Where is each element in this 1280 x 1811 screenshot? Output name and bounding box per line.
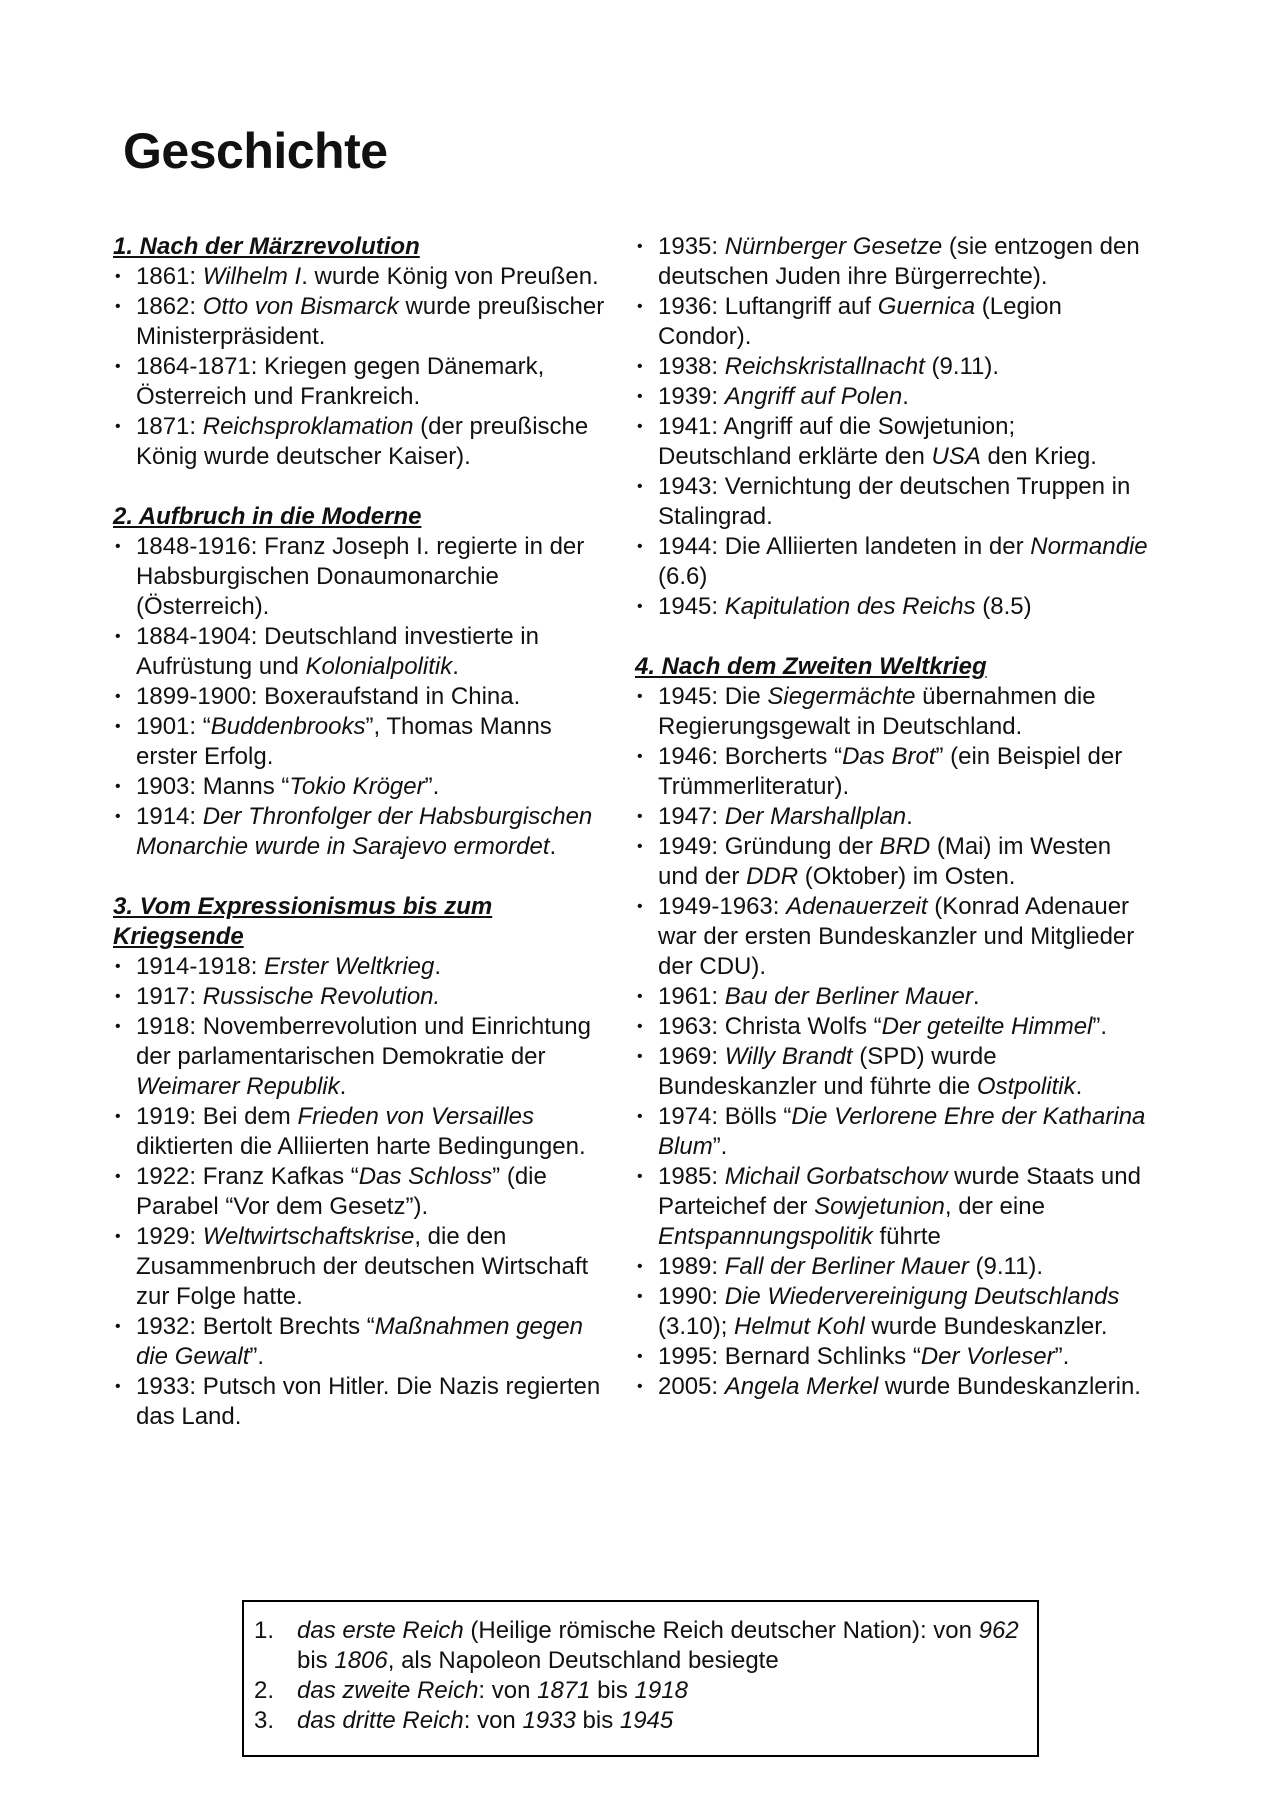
timeline-list: [635, 682, 1155, 1402]
bullet-icon: •: [115, 538, 121, 555]
bullet-icon: •: [637, 1378, 643, 1395]
text: .: [902, 383, 909, 410]
italic-text: Russische Revolution.: [202, 983, 441, 1010]
text: 1914-1918:: [136, 953, 265, 980]
text: (sie entzogen den deutschen Juden ihre Bürgerrechte).: [658, 233, 1140, 290]
text: .: [452, 653, 459, 680]
timeline-item: [113, 412, 613, 472]
text: 1939:: [658, 383, 725, 410]
italic-text: 1918: [634, 1677, 688, 1704]
timeline-item: [113, 712, 613, 772]
bullet-icon: •: [115, 1108, 121, 1125]
timeline-item: [113, 1162, 613, 1222]
timeline-item: [635, 232, 1155, 292]
bullet-icon: •: [637, 988, 643, 1005]
text: (Oktober) im Osten.: [798, 863, 1016, 890]
bullet-icon: •: [115, 1018, 121, 1035]
text: , der eine: [944, 1193, 1045, 1220]
text: 1861:: [136, 263, 203, 290]
text: wurde Bundeskanzler.: [864, 1313, 1108, 1340]
italic-text: 1933: [522, 1707, 576, 1734]
text: . wurde König von Preußen.: [301, 263, 599, 290]
bullet-icon: •: [115, 778, 121, 795]
italic-text: Kolonialpolitik: [305, 653, 453, 680]
text: : von: [463, 1707, 523, 1734]
bullet-icon: •: [637, 1048, 643, 1065]
timeline-list: [113, 262, 613, 472]
item-number: 3.: [254, 1707, 275, 1734]
reich-item: [254, 1676, 1025, 1706]
text: 1929:: [136, 1223, 203, 1250]
italic-text: Die Wiedervereinigung Deutschlands: [724, 1283, 1120, 1310]
timeline-item: [635, 1282, 1155, 1342]
bullet-icon: •: [637, 1108, 643, 1125]
timeline-item: [635, 1162, 1155, 1252]
italic-text: Der Vorleser: [920, 1343, 1055, 1370]
text: 1862:: [136, 293, 203, 320]
timeline-item: [113, 772, 613, 802]
timeline-item: [635, 832, 1155, 892]
timeline-section: [635, 652, 1155, 1402]
text: ”, Thomas Manns erster Erfolg.: [136, 713, 552, 770]
text: 1941: Angriff auf die Sowjetunion; Deutschland erklärte den: [658, 413, 1016, 470]
timeline-item: [635, 682, 1155, 742]
text: 1989:: [658, 1253, 725, 1280]
text: ”.: [424, 773, 440, 800]
section-heading: 2. Aufbruch in die Moderne: [113, 503, 422, 530]
italic-text: Adenauerzeit: [786, 893, 928, 920]
text: .: [339, 1073, 347, 1100]
timeline-item: [635, 592, 1155, 622]
italic-text: DDR: [746, 863, 799, 890]
left-column: [113, 232, 613, 1462]
text: 2005:: [658, 1373, 725, 1400]
italic-text: Der Marshallplan: [724, 803, 907, 830]
italic-text: 1806: [334, 1647, 388, 1674]
text: (Mai) im Westen und der: [658, 833, 1112, 890]
text: bis: [297, 1647, 335, 1674]
text: 1903: Manns “: [136, 773, 290, 800]
text: (Heilige römische Reich deutscher Nation): von: [463, 1617, 979, 1644]
bullet-icon: •: [637, 1018, 643, 1035]
timeline-item: [113, 952, 613, 982]
text: ” (ein Beispiel der Trümmerliteratur).: [658, 743, 1123, 800]
timeline-list: [113, 952, 613, 1432]
text: 1949: Gründung der: [658, 833, 880, 860]
section-heading: 3. Vom Expressionismus bis zum Kriegsende: [113, 893, 493, 950]
page-title: Geschichte: [123, 123, 388, 179]
text: (Legion Condor).: [658, 293, 1062, 350]
text: (Konrad Adenauer war der ersten Bundeskanzler und Mitglieder der CDU).: [658, 893, 1135, 980]
timeline-list: [635, 232, 1155, 622]
bullet-icon: •: [115, 988, 121, 1005]
bullet-icon: •: [637, 598, 643, 615]
text: 1985:: [658, 1163, 725, 1190]
text: 1932: Bertolt Brechts “: [136, 1313, 375, 1340]
italic-text: Buddenbrooks: [210, 713, 366, 740]
timeline-item: [113, 802, 613, 862]
bullet-icon: •: [115, 298, 121, 315]
italic-text: Der geteilte Himmel: [881, 1013, 1093, 1040]
italic-text: Die Verlorene Ehre der Katharina Blum: [658, 1103, 1146, 1160]
timeline-item: [113, 532, 613, 622]
reich-summary-box: [242, 1600, 1039, 1757]
text: 1864-1871: Kriegen gegen Dänemark, Österreich und Frankreich.: [136, 353, 545, 410]
text: bis: [575, 1707, 620, 1734]
text: ”.: [712, 1133, 728, 1160]
text: .: [1075, 1073, 1083, 1100]
italic-text: Entspannungspolitik: [658, 1223, 873, 1250]
bullet-icon: •: [637, 478, 643, 495]
bullet-icon: •: [637, 298, 643, 315]
timeline-item: [635, 532, 1155, 592]
item-number: 1.: [254, 1617, 275, 1644]
text: 1944: Die Alliierten landeten in der: [658, 533, 1031, 560]
text: , als Napoleon Deutschland besiegte: [387, 1647, 779, 1674]
text: 1936: Luftangriff auf: [658, 293, 878, 320]
timeline-list: [113, 532, 613, 862]
text: (9.11).: [924, 353, 1000, 380]
reich-list: [254, 1616, 1025, 1736]
timeline-item: [113, 262, 613, 292]
text: 1901: “: [136, 713, 211, 740]
italic-text: Frieden von Versailles: [297, 1103, 534, 1130]
timeline-item: [113, 1012, 613, 1102]
timeline-item: [113, 1102, 613, 1162]
italic-text: Kapitulation des Reichs: [724, 593, 976, 620]
text: 1935:: [658, 233, 725, 260]
italic-text: Normandie: [1030, 533, 1148, 560]
italic-text: BRD: [879, 833, 931, 860]
timeline-item: [113, 622, 613, 682]
text: 1938:: [658, 353, 725, 380]
italic-text: Nürnberger Gesetze: [724, 233, 943, 260]
bullet-icon: •: [115, 268, 121, 285]
timeline-section: [113, 232, 613, 472]
text: , die den Zusammenbruch der deutschen Wirtschaft zur Folge hatte.: [136, 1223, 589, 1310]
text: ” (die Parabel “Vor dem Gesetz”).: [136, 1163, 547, 1220]
section-heading: 1. Nach der Märzrevolution: [113, 233, 420, 260]
text: .: [972, 983, 980, 1010]
italic-text: Reichsproklamation: [202, 413, 414, 440]
text: wurde Bundeskanzlerin.: [878, 1373, 1141, 1400]
text: ”.: [1054, 1343, 1070, 1370]
text: (der preußische König wurde deutscher Kaiser).: [136, 413, 589, 470]
bullet-icon: •: [115, 1228, 121, 1245]
text: (SPD) wurde Bundeskanzler und führte die: [658, 1043, 997, 1100]
text: 1969:: [658, 1043, 725, 1070]
italic-text: Weltwirtschaftskrise: [202, 1223, 415, 1250]
italic-text: das erste Reich: [297, 1617, 464, 1644]
timeline-item: [635, 892, 1155, 982]
italic-text: 1945: [619, 1707, 674, 1734]
bullet-icon: •: [115, 358, 121, 375]
text: 1974: Bölls “: [658, 1103, 792, 1130]
italic-text: Das Schloss: [358, 1163, 493, 1190]
timeline-section: [113, 892, 613, 1432]
bullet-icon: •: [637, 688, 643, 705]
italic-text: Weimarer Republik: [136, 1073, 340, 1100]
bullet-icon: •: [637, 808, 643, 825]
text: 1945:: [658, 593, 725, 620]
timeline-section: [113, 502, 613, 862]
timeline-item: [635, 1372, 1155, 1402]
timeline-item: [113, 292, 613, 352]
timeline-section: [635, 232, 1155, 622]
text: 1995: Bernard Schlinks “: [658, 1343, 921, 1370]
italic-text: Ostpolitik: [976, 1073, 1076, 1100]
timeline-item: [635, 802, 1155, 832]
text: 1918: Novemberrevolution und Einrichtung der parlamentarischen Demokratie der: [136, 1013, 591, 1070]
item-number: 2.: [254, 1677, 275, 1704]
italic-text: Angriff auf Polen: [724, 383, 903, 410]
timeline-item: [635, 352, 1155, 382]
text: übernahmen die Regierungsgewalt in Deutschland.: [658, 683, 1096, 740]
text: wurde Staats und Parteichef der: [658, 1163, 1141, 1220]
italic-text: Sowjetunion: [814, 1193, 945, 1220]
bullet-icon: •: [115, 1378, 121, 1395]
italic-text: Wilhelm I: [202, 263, 302, 290]
text: wurde preußischer Ministerpräsident.: [136, 293, 605, 350]
bullet-icon: •: [637, 1258, 643, 1275]
bullet-icon: •: [637, 388, 643, 405]
bullet-icon: •: [115, 958, 121, 975]
text: 1943: Vernichtung der deutschen Truppen in Stalingrad.: [658, 473, 1131, 530]
text: (9.11).: [968, 1253, 1044, 1280]
timeline-item: [635, 1252, 1155, 1282]
italic-text: Willy Brandt: [724, 1043, 853, 1070]
bullet-icon: •: [637, 1168, 643, 1185]
reich-item: [254, 1706, 1025, 1736]
timeline-item: [113, 682, 613, 712]
bullet-icon: •: [115, 418, 121, 435]
italic-text: Guernica: [877, 293, 976, 320]
italic-text: Das Brot: [842, 743, 936, 770]
bullet-icon: •: [115, 1168, 121, 1185]
timeline-item: [635, 1102, 1155, 1162]
timeline-item: [635, 472, 1155, 532]
italic-text: Reichskristallnacht: [724, 353, 925, 380]
text: 1917:: [136, 983, 203, 1010]
timeline-item: [113, 1222, 613, 1312]
bullet-icon: •: [115, 1318, 121, 1335]
text: 1919: Bei dem: [136, 1103, 298, 1130]
timeline-item: [635, 382, 1155, 412]
text: (8.5): [975, 593, 1032, 620]
text: : von: [478, 1677, 538, 1704]
text: (6.6): [658, 563, 708, 590]
bullet-icon: •: [637, 358, 643, 375]
italic-text: Helmut Kohl: [734, 1313, 865, 1340]
italic-text: Fall der Berliner Mauer: [724, 1253, 969, 1280]
text: führte: [872, 1223, 941, 1250]
italic-text: Bau der Berliner Mauer: [724, 983, 973, 1010]
italic-text: 962: [978, 1617, 1019, 1644]
bullet-icon: •: [637, 238, 643, 255]
text: .: [434, 953, 442, 980]
text: diktierten die Alliierten harte Bedingungen.: [136, 1133, 586, 1160]
bullet-icon: •: [637, 418, 643, 435]
text: 1949-1963:: [658, 893, 787, 920]
timeline-item: [635, 1012, 1155, 1042]
text: .: [549, 833, 557, 860]
text: 1947:: [658, 803, 725, 830]
bullet-icon: •: [115, 808, 121, 825]
bullet-icon: •: [637, 1288, 643, 1305]
text: 1914:: [136, 803, 203, 830]
bullet-icon: •: [637, 898, 643, 915]
text: 1946: Borcherts “: [658, 743, 843, 770]
timeline-item: [635, 292, 1155, 352]
italic-text: das zweite Reich: [297, 1677, 479, 1704]
timeline-item: [635, 1042, 1155, 1102]
text: 1963: Christa Wolfs “: [658, 1013, 882, 1040]
timeline-item: [113, 1372, 613, 1432]
italic-text: Maßnahmen gegen die Gewalt: [136, 1313, 583, 1370]
italic-text: Angela Merkel: [724, 1373, 879, 1400]
italic-text: Otto von Bismarck: [202, 293, 399, 320]
bullet-icon: •: [637, 838, 643, 855]
timeline-item: [635, 742, 1155, 802]
timeline-item: [113, 352, 613, 412]
text: bis: [590, 1677, 635, 1704]
italic-text: 1871: [537, 1677, 591, 1704]
italic-text: Tokio Kröger: [289, 773, 425, 800]
text: .: [906, 803, 913, 830]
reich-item: [254, 1616, 1025, 1676]
text: ”.: [249, 1343, 265, 1370]
italic-text: Erster Weltkrieg: [264, 953, 435, 980]
section-heading: 4. Nach dem Zweiten Weltkrieg: [635, 653, 987, 680]
bullet-icon: •: [637, 1348, 643, 1365]
bullet-icon: •: [637, 748, 643, 765]
text: (3.10);: [658, 1313, 735, 1340]
italic-text: USA: [931, 443, 981, 470]
timeline-item: [113, 1312, 613, 1372]
bullet-icon: •: [115, 628, 121, 645]
text: 1871:: [136, 413, 203, 440]
text: 1945: Die: [658, 683, 768, 710]
text: 1990:: [658, 1283, 725, 1310]
italic-text: Michail Gorbatschow: [724, 1163, 948, 1190]
text: 1899-1900: Boxeraufstand in China.: [136, 683, 521, 710]
right-column: [635, 232, 1155, 1432]
timeline-item: [635, 1342, 1155, 1372]
bullet-icon: •: [115, 688, 121, 705]
bullet-icon: •: [115, 718, 121, 735]
text: den Krieg.: [980, 443, 1097, 470]
text: 1848-1916: Franz Joseph I. regierte in der Habsburgischen Donaumonarchie (Österreich).: [136, 533, 585, 620]
text: 1922: Franz Kafkas “: [136, 1163, 359, 1190]
timeline-item: [635, 412, 1155, 472]
text: 1933: Putsch von Hitler. Die Nazis regierten das Land.: [136, 1373, 601, 1430]
text: 1961:: [658, 983, 725, 1010]
text: 1884-1904: Deutschland investierte in Aufrüstung und: [136, 623, 539, 680]
timeline-item: [113, 982, 613, 1012]
text: ”.: [1092, 1013, 1108, 1040]
italic-text: das dritte Reich: [297, 1707, 464, 1734]
bullet-icon: •: [637, 538, 643, 555]
timeline-item: [635, 982, 1155, 1012]
italic-text: Der Thronfolger der Habsburgischen Monarchie wurde in Sarajevo ermordet: [136, 803, 593, 860]
italic-text: Siegermächte: [767, 683, 916, 710]
